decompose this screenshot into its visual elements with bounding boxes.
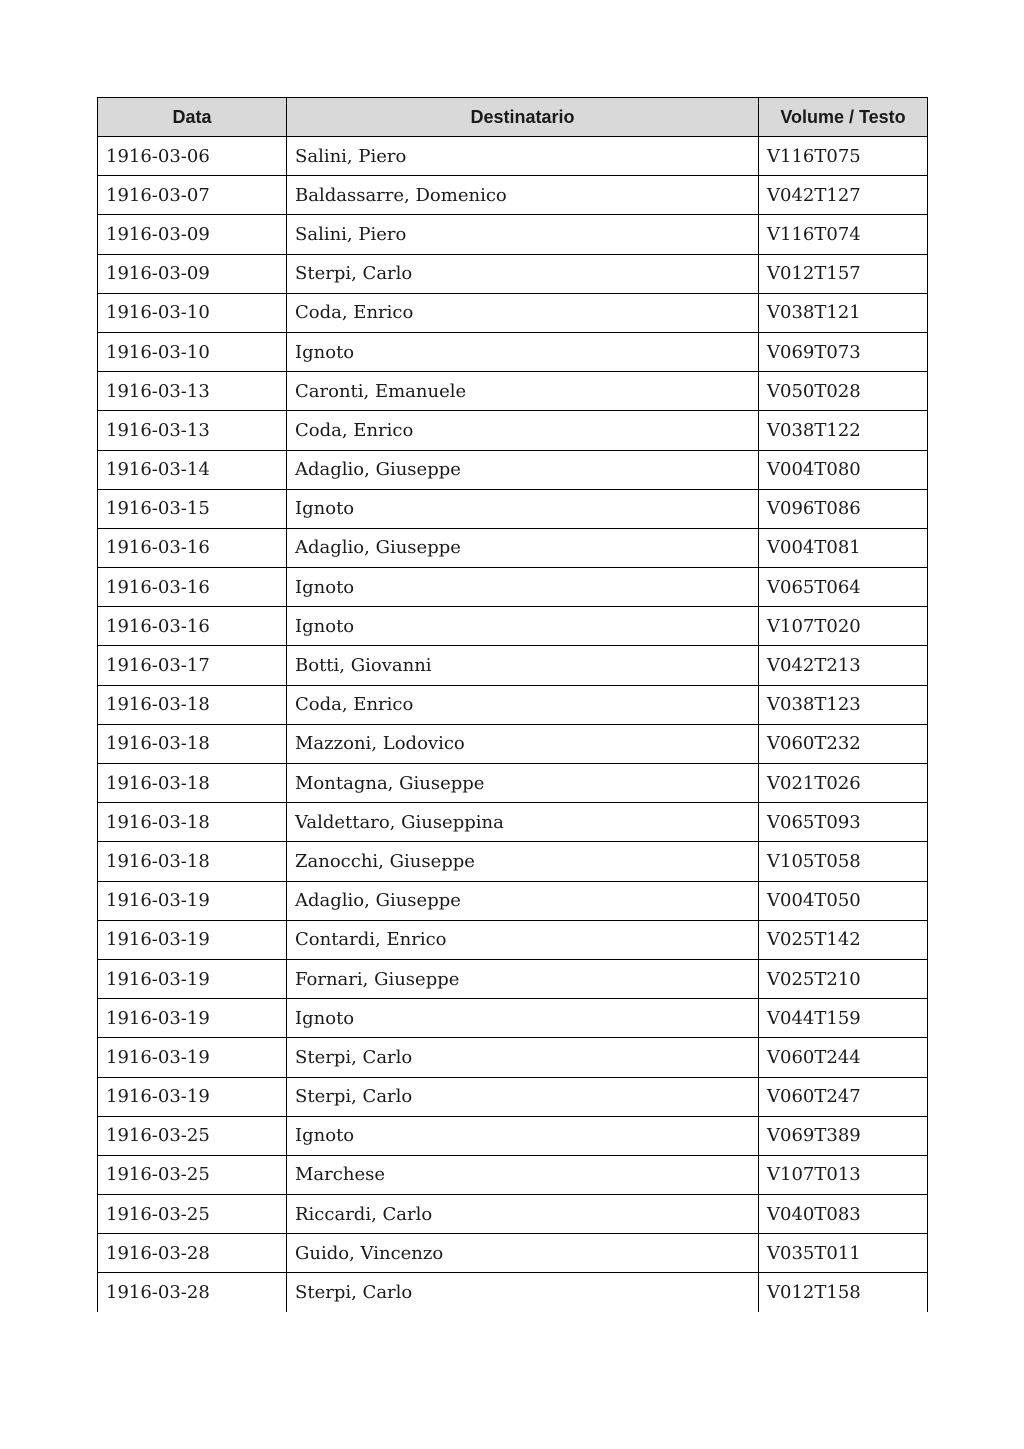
table-row bbox=[98, 450, 928, 489]
date-cell: 1916-03-25 bbox=[98, 1155, 287, 1194]
table-row bbox=[98, 1273, 928, 1312]
date-cell: 1916-03-18 bbox=[98, 724, 287, 763]
recipient-cell: Adaglio, Giuseppe bbox=[287, 450, 759, 489]
volume-cell: V069T389 bbox=[759, 1116, 928, 1155]
date-cell: 1916-03-18 bbox=[98, 764, 287, 803]
recipient-cell: Sterpi, Carlo bbox=[287, 1038, 759, 1077]
table-row bbox=[98, 372, 928, 411]
table-row bbox=[98, 293, 928, 332]
table-row bbox=[98, 1116, 928, 1155]
date-cell: 1916-03-13 bbox=[98, 372, 287, 411]
table-row bbox=[98, 254, 928, 293]
recipient-cell: Salini, Piero bbox=[287, 137, 759, 176]
letters-table bbox=[97, 97, 928, 1312]
table-row bbox=[98, 489, 928, 528]
volume-cell: V025T142 bbox=[759, 920, 928, 959]
volume-cell: V044T159 bbox=[759, 999, 928, 1038]
recipient-cell: Ignoto bbox=[287, 1116, 759, 1155]
date-cell: 1916-03-16 bbox=[98, 568, 287, 607]
column-header-recipient: Destinatario bbox=[287, 98, 759, 137]
table-row bbox=[98, 959, 928, 998]
column-header-date: Data bbox=[98, 98, 287, 137]
table-row bbox=[98, 332, 928, 371]
table-header bbox=[98, 98, 928, 137]
date-cell: 1916-03-18 bbox=[98, 685, 287, 724]
recipient-cell: Montagna, Giuseppe bbox=[287, 764, 759, 803]
volume-cell: V116T074 bbox=[759, 215, 928, 254]
volume-cell: V021T026 bbox=[759, 764, 928, 803]
volume-cell: V004T050 bbox=[759, 881, 928, 920]
recipient-cell: Ignoto bbox=[287, 607, 759, 646]
volume-cell: V004T081 bbox=[759, 528, 928, 567]
recipient-cell: Fornari, Giuseppe bbox=[287, 959, 759, 998]
table-row bbox=[98, 568, 928, 607]
table-row bbox=[98, 881, 928, 920]
recipient-cell: Ignoto bbox=[287, 568, 759, 607]
recipient-cell: Ignoto bbox=[287, 999, 759, 1038]
recipient-cell: Guido, Vincenzo bbox=[287, 1234, 759, 1273]
volume-cell: V035T011 bbox=[759, 1234, 928, 1273]
table-row bbox=[98, 528, 928, 567]
date-cell: 1916-03-09 bbox=[98, 215, 287, 254]
table-row bbox=[98, 999, 928, 1038]
recipient-cell: Sterpi, Carlo bbox=[287, 1273, 759, 1312]
table-row bbox=[98, 1038, 928, 1077]
date-cell: 1916-03-17 bbox=[98, 646, 287, 685]
recipient-cell: Ignoto bbox=[287, 489, 759, 528]
table-row bbox=[98, 1155, 928, 1194]
table-row bbox=[98, 803, 928, 842]
header-row bbox=[98, 98, 928, 137]
volume-cell: V105T058 bbox=[759, 842, 928, 881]
volume-cell: V096T086 bbox=[759, 489, 928, 528]
date-cell: 1916-03-16 bbox=[98, 607, 287, 646]
table-row bbox=[98, 137, 928, 176]
date-cell: 1916-03-19 bbox=[98, 1038, 287, 1077]
volume-cell: V069T073 bbox=[759, 332, 928, 371]
column-header-volume: Volume / Testo bbox=[759, 98, 928, 137]
table-row bbox=[98, 176, 928, 215]
date-cell: 1916-03-25 bbox=[98, 1116, 287, 1155]
recipient-cell: Coda, Enrico bbox=[287, 293, 759, 332]
date-cell: 1916-03-10 bbox=[98, 293, 287, 332]
date-cell: 1916-03-25 bbox=[98, 1195, 287, 1234]
date-cell: 1916-03-15 bbox=[98, 489, 287, 528]
table-row bbox=[98, 411, 928, 450]
table-row bbox=[98, 1195, 928, 1234]
table-row bbox=[98, 842, 928, 881]
recipient-cell: Adaglio, Giuseppe bbox=[287, 881, 759, 920]
volume-cell: V012T157 bbox=[759, 254, 928, 293]
table-row bbox=[98, 1077, 928, 1116]
recipient-cell: Baldassarre, Domenico bbox=[287, 176, 759, 215]
recipient-cell: Marchese bbox=[287, 1155, 759, 1194]
volume-cell: V038T123 bbox=[759, 685, 928, 724]
recipient-cell: Riccardi, Carlo bbox=[287, 1195, 759, 1234]
table-row bbox=[98, 607, 928, 646]
date-cell: 1916-03-28 bbox=[98, 1273, 287, 1312]
recipient-cell: Salini, Piero bbox=[287, 215, 759, 254]
table-row bbox=[98, 764, 928, 803]
recipient-cell: Coda, Enrico bbox=[287, 685, 759, 724]
volume-cell: V065T064 bbox=[759, 568, 928, 607]
volume-cell: V025T210 bbox=[759, 959, 928, 998]
date-cell: 1916-03-19 bbox=[98, 959, 287, 998]
date-cell: 1916-03-07 bbox=[98, 176, 287, 215]
table-row bbox=[98, 646, 928, 685]
recipient-cell: Coda, Enrico bbox=[287, 411, 759, 450]
volume-cell: V040T083 bbox=[759, 1195, 928, 1234]
recipient-cell: Sterpi, Carlo bbox=[287, 254, 759, 293]
volume-cell: V038T121 bbox=[759, 293, 928, 332]
table-row bbox=[98, 215, 928, 254]
recipient-cell: Sterpi, Carlo bbox=[287, 1077, 759, 1116]
date-cell: 1916-03-14 bbox=[98, 450, 287, 489]
volume-cell: V038T122 bbox=[759, 411, 928, 450]
volume-cell: V107T020 bbox=[759, 607, 928, 646]
table-row bbox=[98, 1234, 928, 1273]
date-cell: 1916-03-28 bbox=[98, 1234, 287, 1273]
recipient-cell: Adaglio, Giuseppe bbox=[287, 528, 759, 567]
table-body bbox=[98, 137, 928, 1313]
volume-cell: V060T247 bbox=[759, 1077, 928, 1116]
recipient-cell: Caronti, Emanuele bbox=[287, 372, 759, 411]
table-row bbox=[98, 685, 928, 724]
volume-cell: V060T232 bbox=[759, 724, 928, 763]
date-cell: 1916-03-19 bbox=[98, 881, 287, 920]
date-cell: 1916-03-06 bbox=[98, 137, 287, 176]
date-cell: 1916-03-09 bbox=[98, 254, 287, 293]
volume-cell: V116T075 bbox=[759, 137, 928, 176]
date-cell: 1916-03-13 bbox=[98, 411, 287, 450]
volume-cell: V042T127 bbox=[759, 176, 928, 215]
recipient-cell: Ignoto bbox=[287, 332, 759, 371]
volume-cell: V107T013 bbox=[759, 1155, 928, 1194]
date-cell: 1916-03-18 bbox=[98, 842, 287, 881]
volume-cell: V042T213 bbox=[759, 646, 928, 685]
volume-cell: V004T080 bbox=[759, 450, 928, 489]
volume-cell: V065T093 bbox=[759, 803, 928, 842]
volume-cell: V060T244 bbox=[759, 1038, 928, 1077]
date-cell: 1916-03-19 bbox=[98, 999, 287, 1038]
table-row bbox=[98, 920, 928, 959]
date-cell: 1916-03-10 bbox=[98, 332, 287, 371]
volume-cell: V050T028 bbox=[759, 372, 928, 411]
table-row bbox=[98, 724, 928, 763]
recipient-cell: Contardi, Enrico bbox=[287, 920, 759, 959]
recipient-cell: Botti, Giovanni bbox=[287, 646, 759, 685]
date-cell: 1916-03-19 bbox=[98, 920, 287, 959]
recipient-cell: Mazzoni, Lodovico bbox=[287, 724, 759, 763]
volume-cell: V012T158 bbox=[759, 1273, 928, 1312]
recipient-cell: Zanocchi, Giuseppe bbox=[287, 842, 759, 881]
date-cell: 1916-03-16 bbox=[98, 528, 287, 567]
date-cell: 1916-03-18 bbox=[98, 803, 287, 842]
date-cell: 1916-03-19 bbox=[98, 1077, 287, 1116]
recipient-cell: Valdettaro, Giuseppina bbox=[287, 803, 759, 842]
